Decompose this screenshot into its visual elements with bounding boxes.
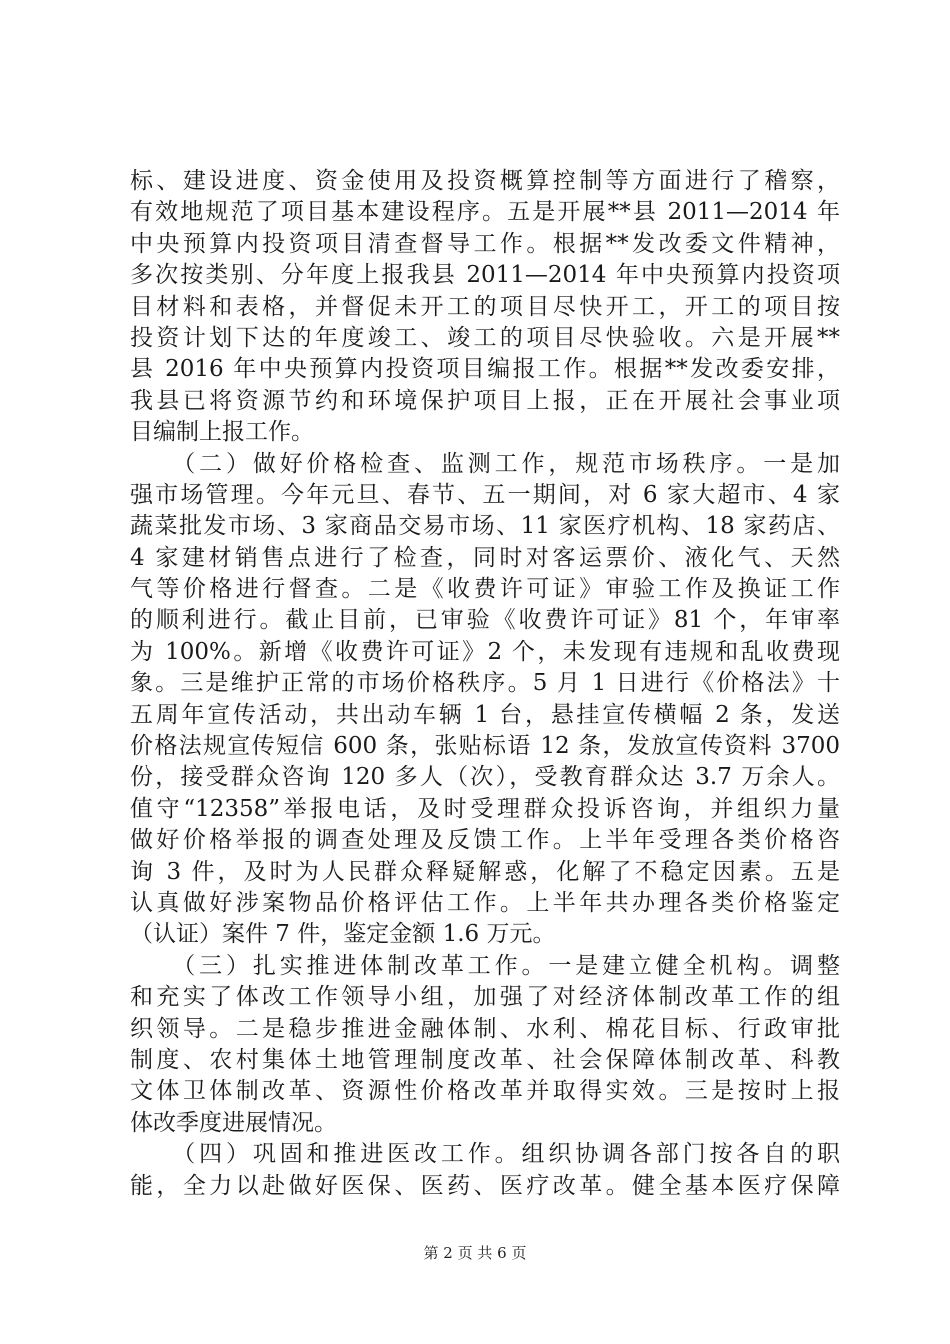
text-line: 有效地规范了项目基本建设程序。五是开展**县 2011—2014 年 [130, 199, 840, 226]
text-line: 标、建设进度、资金使用及投资概算控制等方面进行了稽察， [130, 168, 840, 194]
text-line: 目材料和表格，并督促未开工的项目尽快开工，开工的项目按 [130, 293, 840, 320]
text-line: 认真做好涉案物品价格评估工作。上半年共办理各类价格鉴定 [130, 889, 840, 916]
text-line: 多次按类别、分年度上报我县 2011—2014 年中央预算内投资项 [130, 262, 840, 289]
text-line: 五周年宣传活动，共出动车辆 1 台，悬挂宣传横幅 2 条，发送 [130, 701, 840, 728]
paragraph-heading-line: （三）扎实推进体制改革工作。一是建立健全机构。调整 [130, 952, 840, 979]
text-line: 织领导。二是稳步推进金融体制、水利、棉花目标、行政审批 [130, 1015, 840, 1042]
text-line: 文体卫体制改革、资源性价格改革并取得实效。三是按时上报 [130, 1078, 840, 1105]
text-line: 制度、农村集体土地管理制度改革、社会保障体制改革、科教 [130, 1046, 840, 1073]
text-line: 能，全力以赴做好医保、医药、医疗改革。健全基本医疗保障 [130, 1172, 840, 1199]
text-line: 做好价格举报的调查处理及反馈工作。上半年受理各类价格咨 [130, 827, 840, 854]
text-line: 强市场管理。今年元旦、春节、五一期间，对 6 家大超市、4 家 [130, 481, 840, 508]
text-line: 气等价格进行督查。二是《收费许可证》审验工作及换证工作 [130, 576, 840, 603]
page-footer: 第 2 页 共 6 页 [423, 1244, 527, 1262]
paragraph-heading-line: （四）巩固和推进医改工作。组织协调各部门按各自的职 [130, 1141, 840, 1168]
text-line: 价格法规宣传短信 600 条，张贴标语 12 条，发放宣传资料 3700 [130, 733, 840, 760]
text-line: 蔬菜批发市场、3 家商品交易市场、11 家医疗机构、18 家药店、 [130, 513, 840, 540]
text-line: 中央预算内投资项目清查督导工作。根据**发改委文件精神， [130, 230, 840, 257]
text-line: 目编制上报工作。 [130, 419, 314, 446]
text-line: 4 家建材销售点进行了检查，同时对客运票价、液化气、天然 [130, 544, 840, 571]
text-line: 为 100%。新增《收费许可证》2 个，未发现有违规和乱收费现 [130, 638, 840, 665]
text-line: 象。三是维护正常的市场价格秩序。5 月 1 日进行《价格法》十 [130, 670, 840, 697]
paragraph-heading-line: （二）做好价格检查、监测工作，规范市场秩序。一是加 [130, 450, 840, 477]
text-line: 体改季度进展情况。 [130, 1109, 337, 1136]
text-line: 询 3 件，及时为人民群众释疑解惑，化解了不稳定因素。五是 [130, 858, 840, 885]
text-line: 的顺利进行。截止目前，已审验《收费许可证》81 个，年审率 [130, 607, 840, 634]
text-line: 我县已将资源节约和环境保护项目上报，正在开展社会事业项 [130, 387, 840, 414]
text-line: （认证）案件 7 件，鉴定金额 1.6 万元。 [130, 921, 556, 948]
text-line: 值守“12358”举报电话，及时受理群众投诉咨询，并组织力量 [130, 795, 840, 822]
text-line: 县 2016 年中央预算内投资项目编报工作。根据**发改委安排， [130, 356, 840, 383]
text-line: 份，接受群众咨询 120 多人（次），受教育群众达 3.7 万余人。 [130, 764, 840, 791]
body-text [130, 166, 840, 1202]
text-line: 投资计划下达的年度竣工、竣工的项目尽快验收。六是开展** [130, 324, 840, 351]
text-line: 和充实了体改工作领导小组，加强了对经济体制改革工作的组 [130, 984, 840, 1011]
